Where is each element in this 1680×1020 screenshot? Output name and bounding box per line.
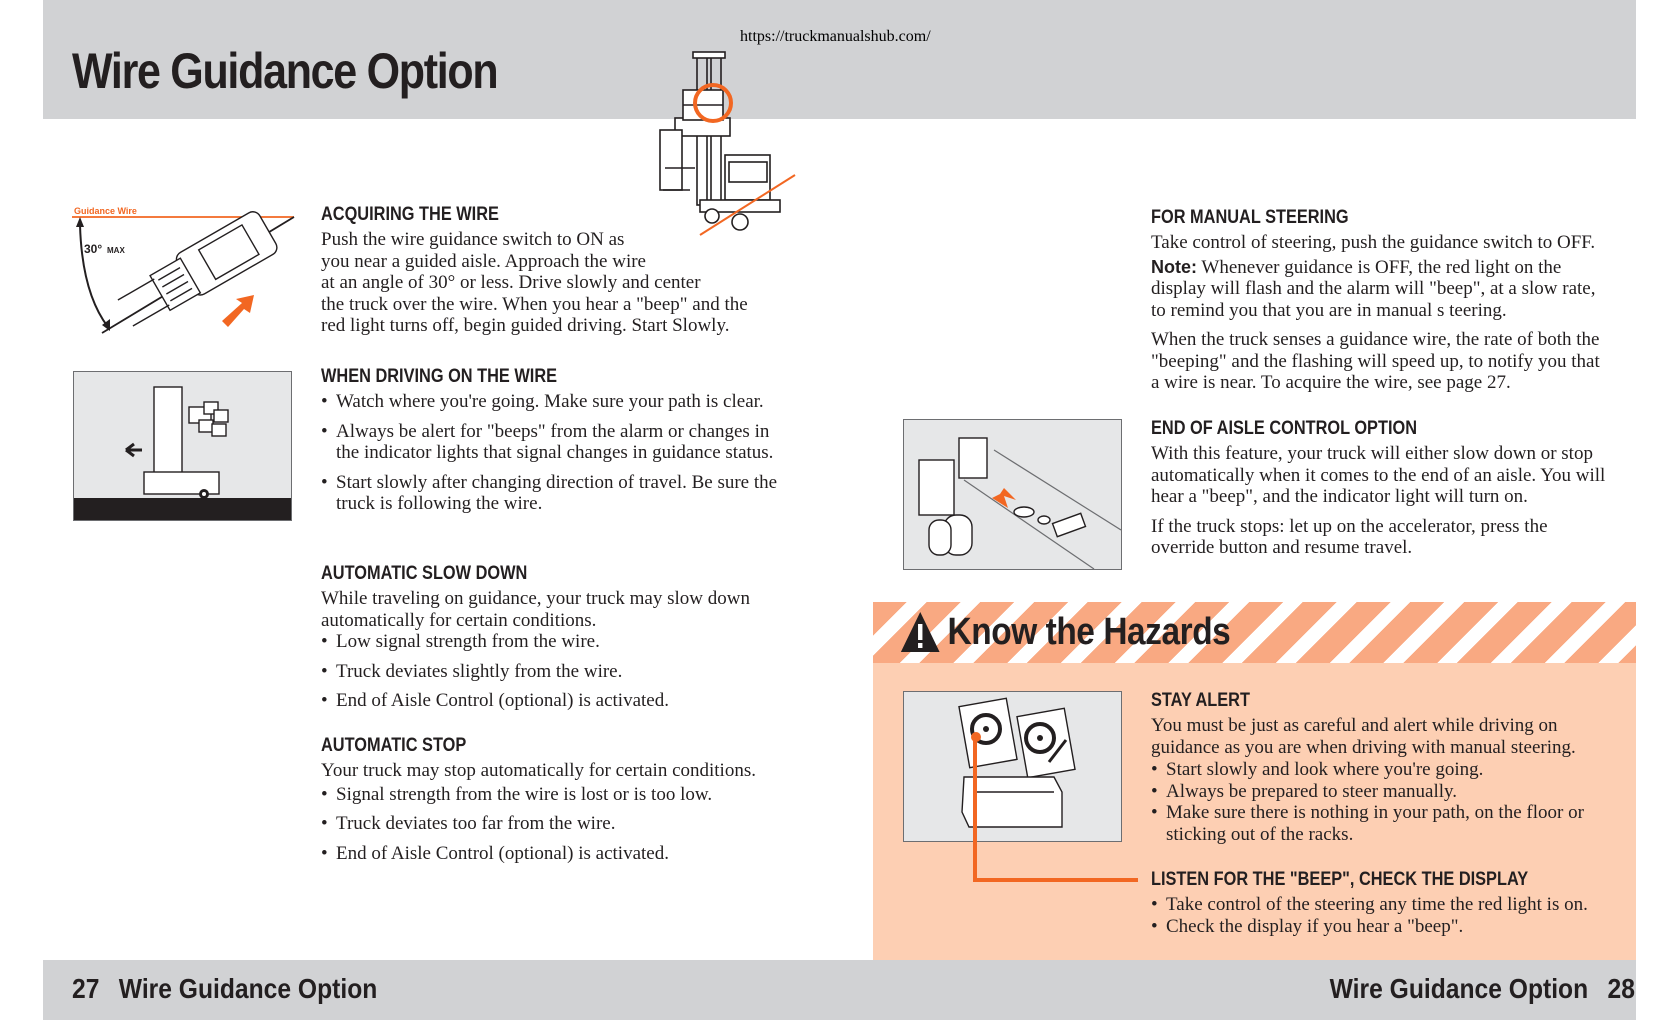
footer-right (1330, 973, 1635, 1005)
listen-list (1151, 894, 1621, 937)
list-item: • Truck deviates too far from the wire. (321, 813, 801, 835)
acquiring-heading: ACQUIRING THE WIRE (321, 204, 499, 225)
list-item: • Always be alert for "beeps" from the alarm or changes in the indicator lights that signal changes in guidance status. (321, 421, 781, 464)
section-stay-alert (1151, 690, 1611, 845)
list-item: • Check the display if you hear a "beep". (1151, 916, 1621, 938)
acquiring-line: Push the wire guidance switch to ON as (321, 229, 625, 250)
list-item: • Watch where you're going. Make sure your path is clear. (321, 391, 781, 413)
manual-heading: FOR MANUAL STEERING (1151, 207, 1349, 228)
listen-heading: LISTEN FOR THE "BEEP", CHECK THE DISPLAY (1151, 869, 1529, 890)
driving-heading: WHEN DRIVING ON THE WIRE (321, 366, 558, 387)
stay-alert-text: You must be just as careful and alert while driving on guidance as you are when driving with manual steering. (1151, 715, 1576, 758)
stay-alert-list (1151, 759, 1611, 845)
hazard-title (900, 610, 1230, 654)
angle-max-label: MAX (107, 246, 125, 255)
end-aisle-heading: END OF AISLE CONTROL OPTION (1151, 418, 1417, 439)
source-url[interactable]: https://truckmanualshub.com/ (740, 28, 931, 45)
page-title: Wire Guidance Option (72, 43, 498, 99)
end-aisle-text: With this feature, your truck will either slow down or stop automatically when it comes to the end of an aisle. You will hear a "beep", and the indicator light will turn on. (1151, 443, 1606, 507)
footer-right-title: Wire Guidance Option (1329, 973, 1589, 1004)
list-item: • End of Aisle Control (optional) is activated. (321, 843, 801, 865)
stop-list (321, 784, 801, 865)
stop-heading: AUTOMATIC STOP (321, 735, 467, 756)
stop-intro: Your truck may stop automatically for certain conditions. (321, 760, 756, 781)
manual-text: Take control of steering, push the guidance switch to OFF. (1151, 232, 1596, 253)
approach-angle-illustration (72, 203, 297, 338)
end-of-aisle-illustration (903, 419, 1122, 570)
hazard-title-text: Know the Hazards (947, 610, 1231, 653)
section-manual-steering (1151, 207, 1611, 402)
list-item: • Start slowly and look where you're going. (1151, 759, 1611, 781)
list-item: • Low signal strength from the wire. (321, 631, 781, 653)
end-aisle-text2: If the truck stops: let up on the accelerator, press the override button and resume travel. (1151, 515, 1548, 558)
list-item: • End of Aisle Control (optional) is activated. (321, 690, 781, 712)
footer-left (72, 973, 377, 1005)
page-number-left: 27 (72, 973, 100, 1004)
list-item: • Always be prepared to steer manually. (1151, 781, 1611, 803)
section-driving (321, 366, 781, 523)
slowdown-list (321, 631, 781, 712)
section-acquiring (321, 204, 781, 337)
acquiring-line: at an angle of 30° or less. Drive slowly and center (321, 272, 701, 293)
slowdown-intro: While traveling on guidance, your truck may slow down automatically for certain conditions. (321, 588, 750, 631)
stay-alert-heading: STAY ALERT (1151, 690, 1250, 711)
acquiring-line: red light turns off, begin guided driving. Start Slowly. (321, 315, 730, 336)
section-stop (321, 735, 801, 872)
section-end-of-aisle (1151, 418, 1611, 567)
section-listen (1151, 869, 1621, 937)
acquiring-line: the truck over the wire. When you hear a "beep" and the (321, 293, 748, 315)
driving-wire-illustration (73, 371, 292, 521)
list-item: • Signal strength from the wire is lost or is too low. (321, 784, 801, 806)
section-slowdown (321, 563, 781, 720)
note-text: Whenever guidance is OFF, the red light on the display will flash and the alarm will "beep", at a slow rate, to remind you that you are in manual s teering. (1151, 256, 1596, 321)
manual-note (1151, 257, 1611, 322)
list-item: • Make sure there is nothing in your path, on the floor or sticking out of the racks. (1151, 802, 1611, 845)
warning-icon (900, 610, 940, 654)
list-item: • Truck deviates slightly from the wire. (321, 661, 781, 683)
page-number-right: 28 (1607, 973, 1635, 1004)
list-item: • Start slowly after changing direction of travel. Be sure the truck is following the wire. (321, 472, 781, 515)
driving-list (321, 391, 781, 515)
guidance-wire-label: Guidance Wire (74, 206, 137, 216)
callout-line (970, 735, 1140, 885)
footer-left-title: Wire Guidance Option (118, 973, 378, 1004)
manual-text2: When the truck senses a guidance wire, the rate of both the "beeping" and the flashing will speed up, to notify you that a wire is near. To acquire the wire, see page 27. (1151, 329, 1600, 393)
slowdown-heading: AUTOMATIC SLOW DOWN (321, 563, 528, 584)
angle-label: 30° (84, 242, 103, 256)
acquiring-line: you near a guided aisle. Approach the wire (321, 250, 646, 272)
note-label: Note: (1151, 256, 1197, 277)
list-item: • Take control of the steering any time the red light is on. (1151, 894, 1621, 916)
